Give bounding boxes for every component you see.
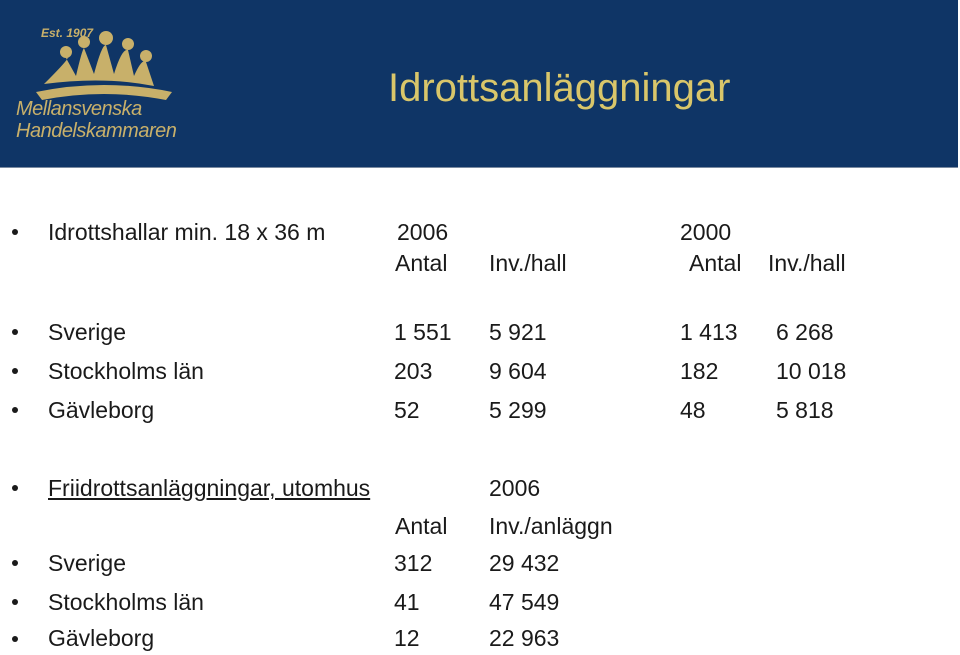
row-inv: 29 432 [489, 550, 560, 576]
row-antal: 41 [394, 589, 420, 615]
logo-established: Est. 1907 [41, 26, 94, 40]
row-inv-2006: 5 921 [489, 319, 547, 345]
athletics-col-antal: Antal [395, 513, 448, 539]
bullet-icon [12, 368, 18, 374]
halls-col-antal-2000: Antal [689, 250, 742, 276]
halls-year-2000: 2000 [680, 219, 732, 245]
bullet-icon [12, 229, 18, 235]
page-title: Idrottsanläggningar [388, 66, 731, 110]
bullet-icon [12, 329, 18, 335]
row-name: Sverige [48, 550, 126, 576]
logo-name-line2: Handelskammaren [16, 120, 177, 142]
athletics-heading: Friidrottsanläggningar, utomhus [48, 475, 371, 501]
bullet-icon [12, 485, 18, 491]
athletics-year: 2006 [489, 475, 541, 501]
row-antal: 12 [394, 625, 420, 651]
row-name: Gävleborg [48, 625, 155, 651]
row-inv-2000: 6 268 [776, 319, 834, 345]
halls-col-antal-2006: Antal [395, 250, 448, 276]
row-name: Sverige [48, 319, 126, 345]
bullet-icon [12, 636, 18, 642]
athletics-col-inv: Inv./anläggn [489, 513, 613, 539]
halls-year-2006: 2006 [397, 219, 449, 245]
bullet-icon [12, 560, 18, 566]
row-antal-2006: 52 [394, 397, 420, 423]
row-antal-2006: 1 551 [394, 319, 452, 345]
row-inv-2000: 10 018 [776, 358, 847, 384]
bullet-icon [12, 599, 18, 605]
row-antal-2006: 203 [394, 358, 433, 384]
row-inv: 47 549 [489, 589, 560, 615]
row-antal-2000: 182 [680, 358, 719, 384]
row-antal-2000: 1 413 [680, 319, 738, 345]
bullet-icon [12, 407, 18, 413]
chamber-logo [14, 14, 184, 154]
halls-heading: Idrottshallar min. 18 x 36 m [48, 219, 326, 245]
row-name: Gävleborg [48, 397, 155, 423]
row-inv-2006: 5 299 [489, 397, 547, 423]
logo-name-line1: Mellansvenska [16, 98, 142, 120]
row-inv-2006: 9 604 [489, 358, 547, 384]
row-inv-2000: 5 818 [776, 397, 834, 423]
row-inv: 22 963 [489, 625, 560, 651]
row-name: Stockholms län [48, 358, 204, 384]
halls-col-inv-2000: Inv./hall [768, 250, 846, 276]
row-antal-2000: 48 [680, 397, 706, 423]
halls-col-inv-2006: Inv./hall [489, 250, 567, 276]
row-name: Stockholms län [48, 589, 204, 615]
header-banner [0, 0, 958, 168]
row-antal: 312 [394, 550, 433, 576]
